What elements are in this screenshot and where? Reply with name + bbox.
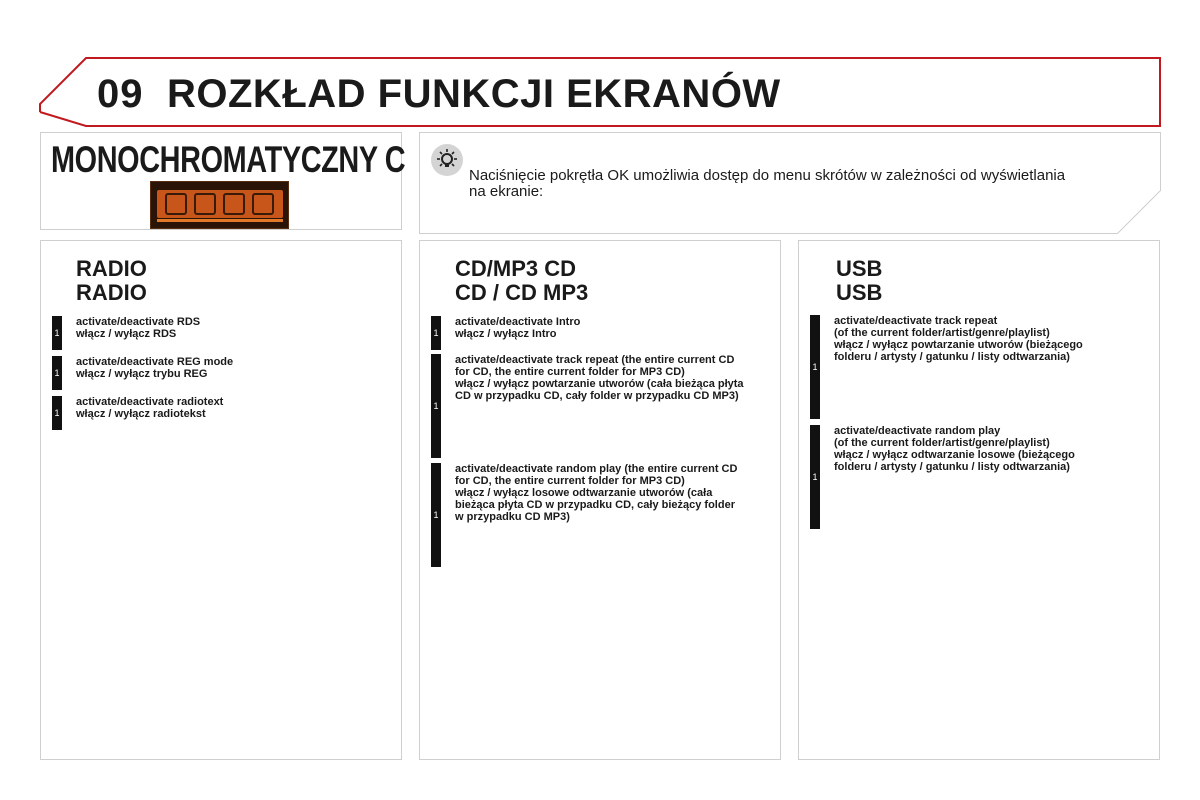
column-title-line: CD / CD MP3 [455, 280, 589, 305]
entry-text: activate/deactivate track repeat (the entire current CD for CD, the entire current folder for MP3 CD) włącz / wyłącz powtarzanie utworów (cała bieżąca płyta CD w przypadku CD, cały folder w przypadku CD MP3) [455, 354, 744, 402]
column-title-line: USB [836, 280, 883, 305]
column-title-line: USB [836, 256, 883, 281]
cd-column [419, 240, 781, 760]
entry-text: activate/deactivate random play (of the current folder/artist/genre/playlist) włącz / wyłącz odtwarzanie losowe (bieżącego folderu / artysty / gatunku / listy odtwarzania) [834, 425, 1075, 473]
level-marker: 1 [431, 463, 441, 567]
column-title-line: RADIO [76, 280, 147, 305]
display-screen-strip [157, 219, 283, 222]
usb-column [798, 240, 1160, 760]
level-marker: 1 [810, 315, 820, 419]
column-title [455, 257, 588, 305]
info-panel [419, 132, 1161, 234]
level-marker: 1 [431, 354, 441, 458]
entry-text: activate/deactivate RDS włącz / wyłącz RDS [76, 316, 201, 340]
media-icon [194, 193, 216, 215]
corner-notch [1117, 190, 1161, 234]
chapter-number: 09 [97, 72, 144, 116]
header-frame [0, 0, 1200, 140]
lightbulb-tip-icon [431, 144, 463, 176]
radio-icon [165, 193, 187, 215]
level-marker: 1 [810, 425, 820, 529]
page-title: ROZKŁAD FUNKCJI EKRANÓW [167, 72, 781, 116]
settings-icon [223, 193, 245, 215]
level-marker: 1 [52, 396, 62, 430]
entry-text: activate/deactivate radiotext włącz / wyłącz radiotekst [76, 396, 224, 420]
info-text: Naciśnięcie pokrętła OK umożliwia dostęp do menu skrótów w zależności od wyświetlania na ekranie: [469, 167, 1066, 200]
entry-text: activate/deactivate random play (the entire current CD for CD, the entire current folder for MP3 CD) włącz / wyłącz losowe odtwarzanie utworów (cała bieżąca płyta CD w przypadku CD, cały bieżący folder w przypadku CD MP3) [455, 463, 738, 523]
level-marker: 1 [52, 356, 62, 390]
level-marker: 1 [431, 316, 441, 350]
column-title-line: RADIO [76, 256, 147, 281]
column-title [76, 257, 147, 305]
entry-text: activate/deactivate Intro włącz / wyłącz Intro [455, 316, 581, 340]
level-marker: 1 [52, 316, 62, 350]
display-screen-image [150, 181, 289, 229]
entry-text: activate/deactivate track repeat (of the current folder/artist/genre/playlist) włącz / wyłącz powtarzanie utworów (bieżącego folderu / artysty / gatunku / listy odtwarzania) [834, 315, 1083, 363]
phone-icon [252, 193, 274, 215]
radio-column [40, 240, 402, 760]
display-type-title: MONOCHROMATYCZNY C [51, 139, 406, 180]
entry-text: activate/deactivate REG mode włącz / wyłącz trybu REG [76, 356, 234, 380]
column-title-line: CD/MP3 CD [455, 256, 577, 281]
display-type-panel [40, 132, 406, 230]
column-title [836, 257, 882, 305]
